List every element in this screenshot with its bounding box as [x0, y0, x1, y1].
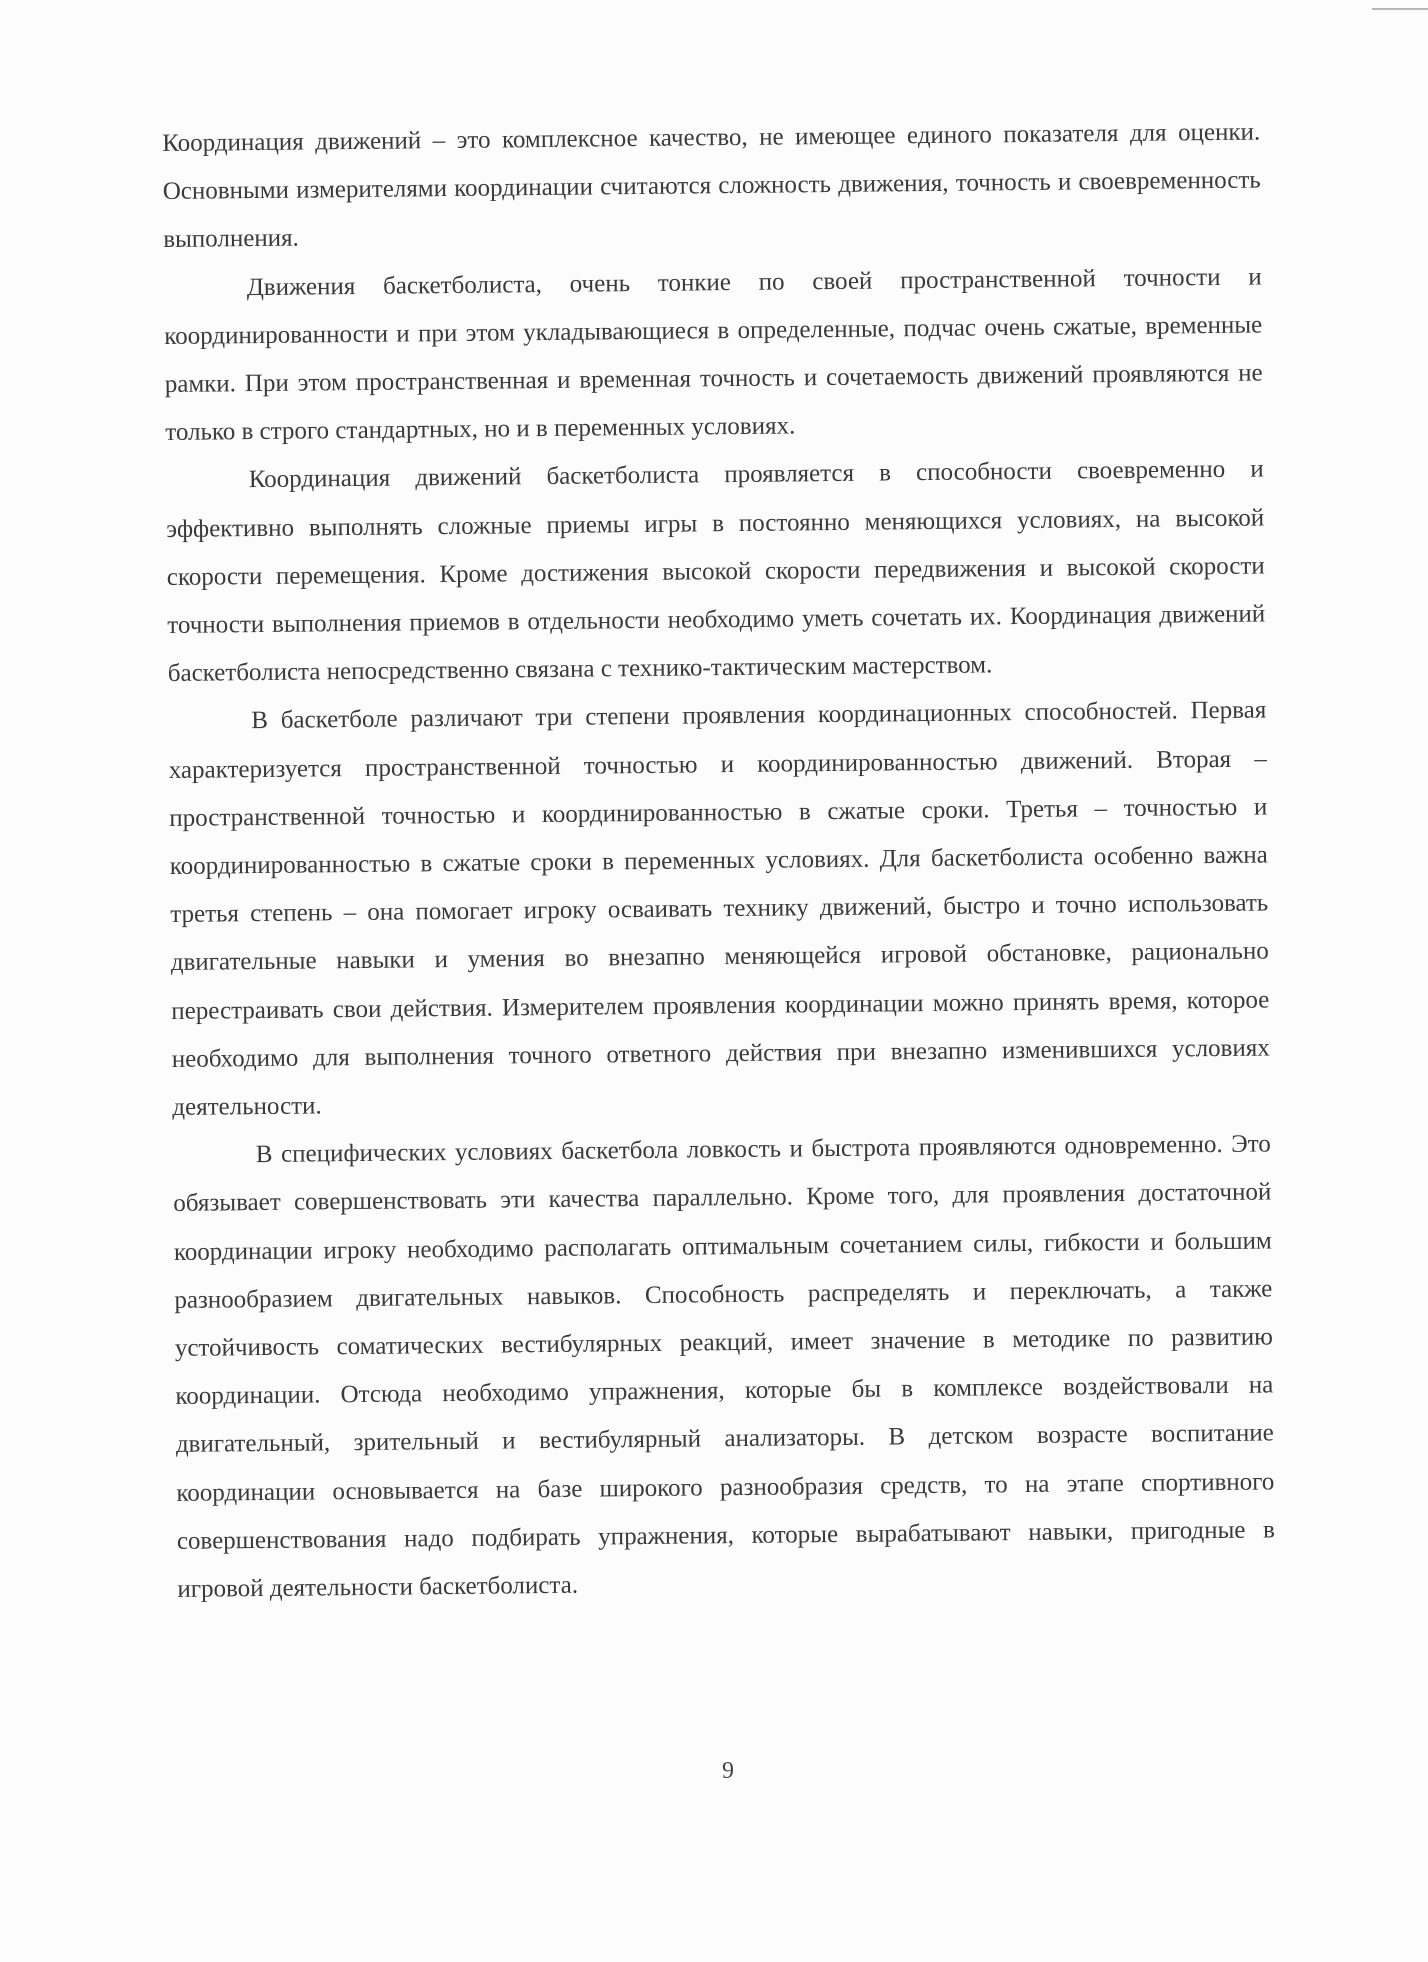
body-text [162, 109, 1276, 1615]
paragraph-1: Координация движений – это комплексное качество, не имеющее единого показателя для оценки. Основными измерителями координации считаются сложность движения, точность и своевременность выполнения. [162, 118, 1261, 254]
paragraph-4: В баскетболе различают три степени проявления координационных способностей. Первая характеризуется пространственной точностью и координированностью движений. Вторая – пространственной точностью и координированностью в сжатые сроки. Третья – точностью и координированностью в сжатые сроки в переменных условиях. Для баскетболиста особенно важна третья степень – она помогает игроку осваивать технику движений, быстро и точно использовать двигательные навыки и умения во внезапно меняющейся игровой обстановке, рационально перестраивать свои действия. Измерителем проявления координации можно принять время, которое необходимо для выполнения точного ответного действия при внезапно изменившихся условиях деятельности. [168, 696, 1270, 1122]
page-number: 9 [722, 1758, 734, 1784]
paragraph-2: Движения баскетболиста, очень тонкие по своей пространственной точности и координированности и при этом укладывающиеся в определенные, подчас очень сжатые, временные рамки. При этом пространственная и временная точность и сочетаемость движений проявляются не только в строго стандартных, но и в переменных условиях. [164, 263, 1263, 447]
paragraph-5: В специфических условиях баскетбола ловкость и быстрота проявляются одновременно. Это обязывает совершенствовать эти качества параллельно. Кроме того, для проявления достаточной координации игроку необходимо располагать оптимальным сочетанием силы, гибкости и большим разнообразием двигательных навыков. Способность распределять и переключать, а также устойчивость соматических вестибулярных реакций, имеет значение в методике по развитию координации. Отсюда необходимо упражнения, которые бы в комплексе воздействовали на двигательный, зрительный и вестибулярный анализаторы. В детском возрасте воспитание координации основывается на базе широкого разнообразия средств, то на этапе спортивного совершенствования надо подбирать упражнения, которые вырабатывают навыки, пригодные в игровой деятельности баскетболиста. [173, 1130, 1275, 1604]
scan-edge-line [1372, 8, 1428, 10]
paragraph-3: Координация движений баскетболиста проявляется в способности своевременно и эффективно выполнять сложные приемы игры в постоянно меняющихся условиях, на высокой скорости перемещения. Кроме достижения высокой скорости передвижения и высокой скорости точности выполнения приемов в отдельности необходимо уметь сочетать их. Координация движений баскетболиста непосредственно связана с технико-тактическим мастерством. [166, 455, 1266, 688]
